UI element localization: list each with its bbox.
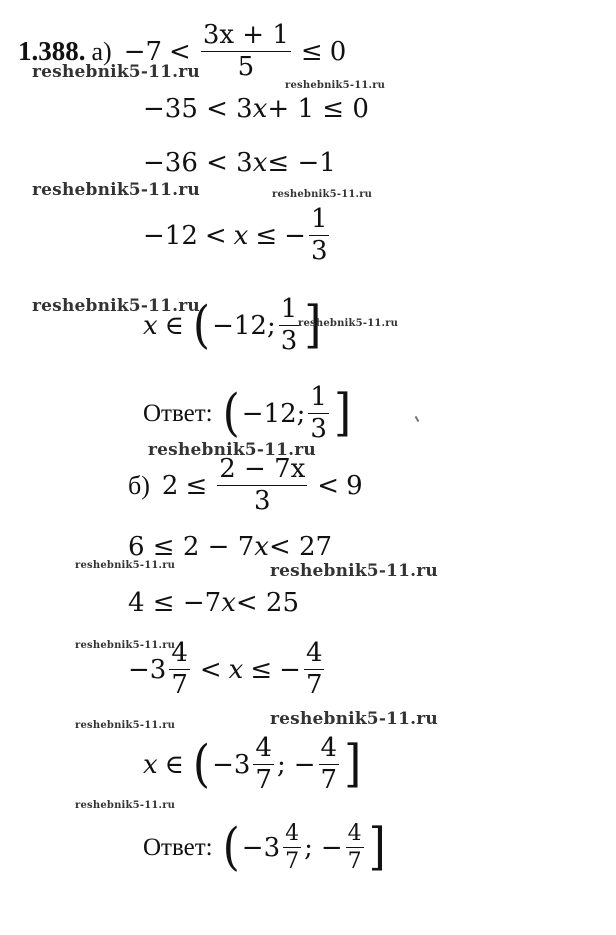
b5-close-bracket: ]	[344, 734, 362, 794]
a1-frac-num: 3x + 1	[201, 22, 291, 52]
part-b-answer	[143, 817, 388, 877]
a4-var: x	[233, 220, 249, 251]
watermark: reshebnik5-11.ru	[270, 561, 438, 581]
a3-var: x	[252, 148, 268, 178]
part-b-label: б)	[128, 470, 150, 500]
b4-whole: −3	[128, 654, 167, 685]
watermark: reshebnik5-11.ru	[148, 440, 316, 460]
part-b-line-5	[143, 735, 363, 795]
a1-op2: ≤	[300, 36, 323, 67]
b1-op1: ≤	[185, 470, 208, 501]
a5-fraction	[279, 296, 300, 356]
b5-minus: −	[293, 749, 316, 780]
b4-frac2-den: 7	[305, 670, 323, 701]
a4-lhs: −12	[143, 220, 198, 251]
a1-fraction	[201, 22, 291, 82]
a4-frac-den: 3	[310, 236, 328, 267]
a-answer-word: Ответ:	[143, 400, 213, 428]
b5-sep: ;	[276, 749, 286, 780]
b-ans-fraction-2	[346, 822, 364, 873]
watermark: reshebnik5-11.ru	[298, 318, 399, 329]
b2-rest: < 27	[268, 532, 333, 562]
b4-minus: −	[279, 654, 301, 685]
a-ans-open-paren: (	[222, 383, 240, 443]
b4-fraction-2	[304, 640, 325, 700]
b4-op2: ≤	[250, 654, 273, 685]
part-a-line-3	[143, 150, 336, 176]
a-ans-left: −12;	[241, 398, 306, 429]
b5-open-paren: (	[192, 734, 211, 794]
a5-open-paren: (	[192, 295, 211, 355]
a5-close-bracket: ]	[304, 295, 322, 355]
a1-op1: <	[169, 36, 191, 67]
watermark: reshebnik5-11.ru	[32, 180, 200, 200]
b4-var: x	[228, 654, 244, 685]
a-ans-close-bracket: ]	[333, 383, 352, 443]
watermark: reshebnik5-11.ru	[285, 80, 386, 91]
b1-frac-den: 3	[253, 486, 271, 517]
b2-var: x	[254, 532, 269, 562]
b4-frac-num: 4	[169, 640, 190, 670]
b3-rest: < 25	[235, 588, 299, 618]
b1-fraction	[217, 456, 307, 516]
watermark: reshebnik5-11.ru	[32, 296, 200, 316]
watermark: reshebnik5-11.ru	[75, 800, 176, 811]
b5-frac-den: 7	[255, 765, 272, 796]
watermark: reshebnik5-11.ru	[272, 189, 373, 200]
part-a-label: а)	[91, 36, 112, 66]
a5-left: −12;	[212, 310, 276, 341]
a2-var: x	[252, 94, 268, 124]
b-ans-frac2-den: 7	[347, 849, 362, 875]
b-ans-frac-num: 4	[283, 822, 301, 848]
b1-frac-num: 2 − 7x	[217, 456, 307, 486]
watermark: reshebnik5-11.ru	[75, 720, 176, 731]
a4-fraction	[309, 206, 330, 266]
b5-fraction-2	[319, 735, 340, 795]
a-ans-frac-den: 3	[310, 414, 327, 445]
b3-text: 4 ≤ −7	[128, 588, 222, 618]
a5-frac-num: 1	[279, 296, 300, 326]
a4-minus: −	[284, 220, 306, 251]
a4-op2: ≤	[255, 220, 278, 251]
b5-var: x	[143, 749, 158, 780]
part-b-line-1	[128, 456, 363, 516]
b-ans-frac-den: 7	[285, 849, 300, 875]
watermark: reshebnik5-11.ru	[75, 560, 176, 571]
a1-frac-den: 5	[237, 52, 255, 83]
watermark: reshebnik5-11.ru	[270, 709, 438, 729]
b-answer-word: Ответ:	[143, 834, 213, 862]
b-ans-minus: −	[320, 832, 343, 863]
a4-op1: <	[204, 220, 227, 251]
b-ans-frac2-num: 4	[346, 822, 364, 848]
b5-frac-num: 4	[253, 735, 274, 765]
b5-whole: −3	[212, 749, 251, 780]
problem-number: 1.388.	[18, 36, 86, 67]
a3-rest: ≤ −1	[267, 148, 336, 178]
part-b-line-3	[128, 590, 299, 616]
b5-frac2-num: 4	[319, 735, 340, 765]
a3-text: −36 < 3	[143, 148, 253, 178]
b1-lhs: 2	[161, 470, 179, 501]
a4-frac-num: 1	[309, 206, 330, 236]
b1-rhs: 9	[346, 470, 363, 501]
a5-var: x	[143, 310, 158, 341]
a-ans-frac-num: 1	[308, 384, 329, 414]
b-ans-close-bracket: ]	[368, 817, 386, 877]
b-ans-sep: ;	[304, 832, 313, 863]
part-b-line-2	[128, 534, 332, 560]
a1-lhs: −7	[123, 36, 163, 67]
a-ans-fraction	[308, 384, 329, 444]
b4-frac-den: 7	[171, 670, 188, 701]
a5-in: ∈	[164, 310, 184, 341]
b-ans-whole: −3	[241, 832, 281, 863]
b4-op1: <	[199, 654, 222, 685]
a5-frac-den: 3	[280, 326, 298, 357]
part-a-line-4	[143, 206, 332, 266]
b5-frac2-den: 7	[320, 765, 338, 796]
b1-op2: <	[317, 470, 340, 501]
b5-fraction	[253, 735, 274, 795]
part-a-answer	[143, 384, 353, 444]
b4-frac2-num: 4	[304, 640, 325, 670]
watermark: reshebnik5-11.ru	[32, 62, 200, 82]
b-ans-open-paren: (	[222, 817, 240, 877]
watermark: reshebnik5-11.ru	[75, 640, 176, 651]
a1-rhs: 0	[329, 36, 347, 67]
b2-text: 6 ≤ 2 − 7	[128, 532, 255, 562]
speck-mark	[415, 416, 420, 422]
b3-var: x	[221, 588, 236, 618]
part-a-line-2	[143, 96, 369, 122]
a2-rest: + 1 ≤ 0	[267, 94, 369, 124]
b-ans-fraction	[283, 822, 301, 873]
b5-in: ∈	[164, 749, 184, 780]
a2-text: −35 < 3	[143, 94, 253, 124]
